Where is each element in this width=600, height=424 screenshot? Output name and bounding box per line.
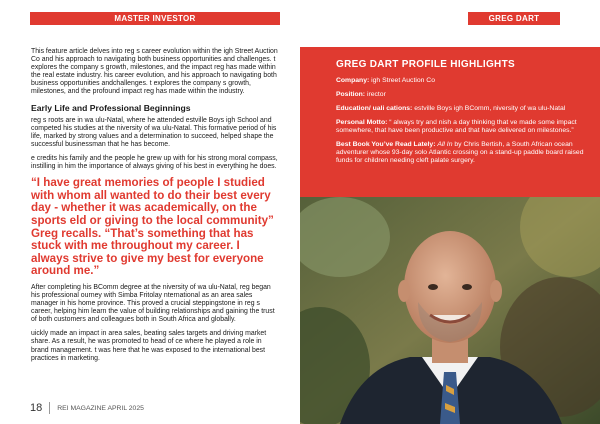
profile-book xyxy=(336,141,586,165)
page-footer xyxy=(30,402,144,414)
book-title: All In xyxy=(437,141,453,148)
profile-highlights-box xyxy=(300,47,600,197)
profile-title: GREG DART PROFILE HIGHLIGHTS xyxy=(336,59,515,70)
magazine-issue: REI MAGAZINE APRIL 2025 xyxy=(57,404,144,412)
pull-quote: “I have great memories of people I studied with whom all wanted to do their best every day - whether it was academically, on the sports eld or giving to the local community” Greg recalls. “That’s something that has stuck with me throughout my career. I always strive to give my best for everyone around me.” xyxy=(31,176,274,278)
section-tab-greg-dart: GREG DART xyxy=(468,12,560,25)
company-value: igh Street Auction Co xyxy=(371,77,435,84)
profile-company xyxy=(336,77,586,85)
section-heading: Early Life and Professional Beginnings xyxy=(31,102,191,113)
motto-label: Personal Motto: xyxy=(336,119,388,126)
paragraph-family: e credits his family and the people he grew up with for his strong moral compass, instilling in him the importance of always giving of his best in everything he does. xyxy=(31,154,278,171)
page-number: 18 xyxy=(30,402,43,414)
position-value: irector xyxy=(366,91,386,98)
profile-position xyxy=(336,91,586,99)
book-label: Best Book You’ve Read Lately: xyxy=(336,141,436,148)
position-label: Position: xyxy=(336,91,366,98)
profile-education xyxy=(336,105,586,113)
profile-motto xyxy=(336,119,586,135)
portrait-photo xyxy=(300,197,600,424)
article-body xyxy=(31,48,279,369)
portrait-illustration xyxy=(300,197,600,424)
paragraph-impact: uickly made an impact in area sales, beating sales targets and driving market share. As a result, he was promoted to head of ce where he played a role in brand management. t was here that he was exposed to the international best practices in marketing. xyxy=(31,330,267,362)
footer-divider xyxy=(49,402,50,414)
company-label: Company: xyxy=(336,77,370,84)
education-value: estville Boys igh BComm, niversity of wa ulu-Natal xyxy=(414,105,566,112)
book-value: by Chris Bertish, a South African ocean adventurer whose 93-day solo Atlantic crossing on a stand-up paddle board raised funds for children needing cleft palate surgery. xyxy=(336,141,584,164)
intro-paragraph: This feature article delves into reg s career evolution within the igh Street Auction Co and his approach to navigating both business opportunities and challenges. t explores the company s growth, milestones, and the impact reg has made within the real estate industry. his career evolution, and his approach to navigating both business opportunities andchallenges. t explores the company s growth, milestones, and the profound impact reg has made within the industry. xyxy=(31,48,278,96)
paragraph-career-start: After completing his BComm degree at the niversity of wa ulu-Natal, reg began his professional ourney with Simba Fritolay nternational as an area sales manager in his home province. This proved a crucial steppingstone in reg s career, helping him learn the value of building relationships and gaining the trust of both customers and colleagues both in South Africa and globally. xyxy=(31,283,275,324)
section-tab-master-investor: MASTER INVESTOR xyxy=(30,12,280,25)
education-label: Education/ uali cations: xyxy=(336,105,413,112)
paragraph-roots: reg s roots are in wa ulu-Natal, where he attended estville Boys igh School and competed his studies at the niversity of wa ulu-Natal. This formative period of his life, marked by strong values and a determination to succeed, helped shape the successful businessman that he has become. xyxy=(31,116,277,148)
motto-value: “ always try and nish a day thinking that ve made some impact somewhere, that have been productive and that have delivered on milestones.” xyxy=(336,119,577,134)
